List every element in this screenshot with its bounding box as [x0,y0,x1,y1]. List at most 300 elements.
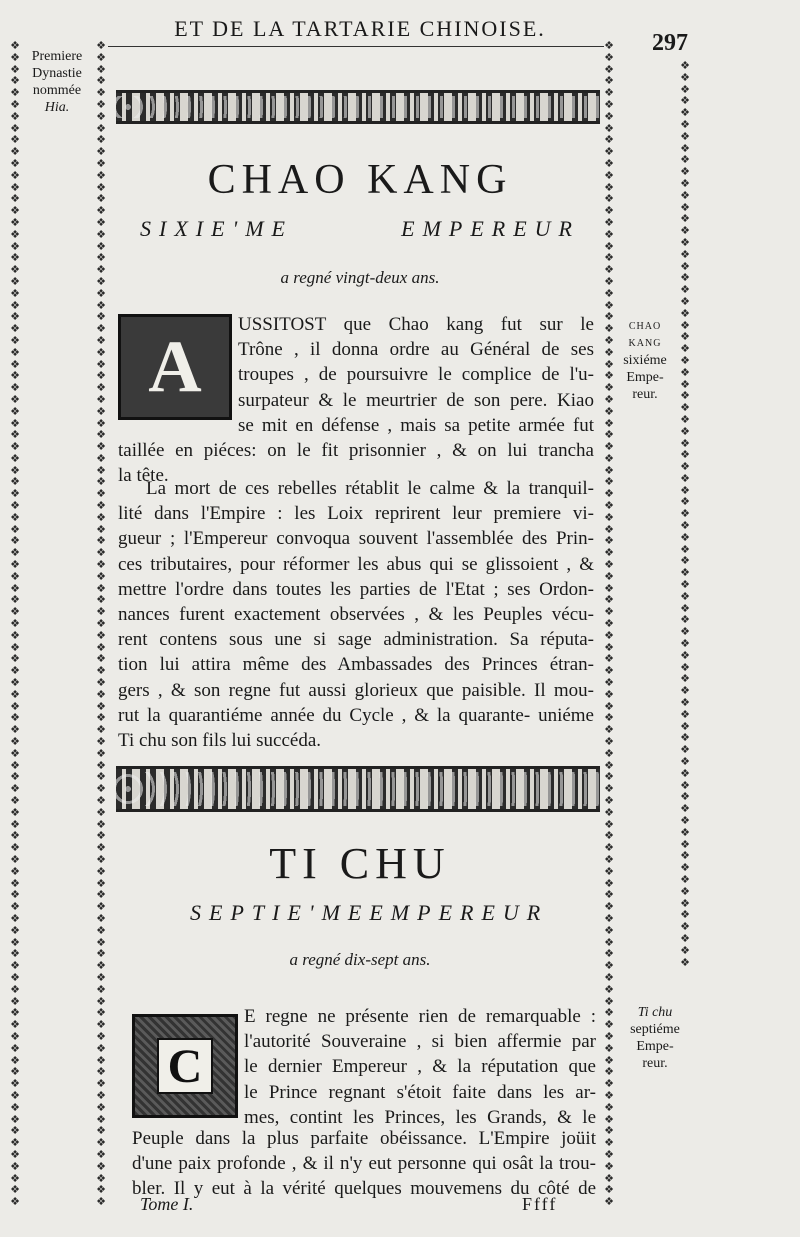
ornament-glyph: ❖ [604,711,614,725]
ornament-glyph: ❖ [96,735,106,749]
ornament-glyph: ❖ [96,558,106,572]
text-line: se mit en défense , mais sa petite armée fut [238,414,594,436]
ornament-glyph: ❖ [10,1077,20,1091]
text-line: le dernier Empereur , & la réputation que [244,1056,596,1078]
ornament-glyph: ❖ [10,911,20,925]
ornament-glyph: ❖ [96,1088,106,1102]
ornament-glyph: ❖ [10,180,20,194]
section2-paragraph-top [244,1004,596,1130]
ornament-glyph: ❖ [680,401,690,415]
section1-subtitle [110,216,610,242]
ornament-glyph: ❖ [10,652,20,666]
ornament-glyph: ❖ [680,554,690,568]
text-line: gueur ; l'Empereur convoqua souvent l'assemblée des Prin- [118,528,594,550]
ornament-glyph: ❖ [96,652,106,666]
ornament-glyph: ❖ [680,613,690,627]
ornament-glyph: ❖ [680,507,690,521]
ornament-glyph: ❖ [604,617,614,631]
ornament-glyph: ❖ [96,475,106,489]
ornament-glyph: ❖ [604,1029,614,1043]
ornament-glyph: ❖ [10,404,20,418]
ornament-glyph: ❖ [96,404,106,418]
ornament-glyph: ❖ [604,40,614,52]
ornament-glyph: ❖ [10,735,20,749]
ornament-glyph: ❖ [680,825,690,839]
ornament-glyph: ❖ [96,687,106,701]
ornament-glyph: ❖ [96,959,106,973]
ornament-glyph: ❖ [604,97,614,111]
ornament-glyph: ❖ [10,546,20,560]
ornament-glyph: ❖ [604,569,614,583]
text-line: Peuple dans la plus parfaite obéissance. L'Empire joüit [132,1128,596,1149]
ornament-glyph: ❖ [96,699,106,713]
ornament-glyph: ❖ [96,746,106,760]
ornament-glyph: ❖ [604,239,614,253]
ornament-glyph: ❖ [10,900,20,914]
right-outer-ornament-border [678,60,692,980]
ornament-glyph: ❖ [96,109,106,123]
ornament-glyph: ❖ [10,156,20,170]
ornament-glyph: ❖ [680,294,690,308]
ornament-glyph: ❖ [604,841,614,855]
ornament-glyph: ❖ [604,109,614,123]
ornament-glyph: ❖ [10,204,20,218]
ornament-glyph: ❖ [10,569,20,583]
ornament-glyph: ❖ [96,40,106,52]
ornament-glyph: ❖ [604,1018,614,1032]
ornament-glyph: ❖ [680,318,690,332]
ornament-glyph: ❖ [604,50,614,64]
ornament-glyph: ❖ [604,994,614,1008]
ornament-glyph: ❖ [10,876,20,890]
signature-mark: Ffff [522,1194,558,1214]
ornament-glyph: ❖ [680,766,690,780]
ornament-glyph: ❖ [604,499,614,513]
ornament-glyph: ❖ [604,1159,614,1173]
margin-note-line: septiéme [630,1022,680,1037]
header-rule [108,46,604,47]
ornament-glyph: ❖ [604,699,614,713]
ornament-glyph: ❖ [96,829,106,843]
ornament-glyph: ❖ [604,900,614,914]
subtitle-word: SEPTIE'ME [190,900,370,925]
ornament-glyph: ❖ [96,416,106,430]
ornament-glyph: ❖ [10,263,20,277]
ornament-glyph: ❖ [96,487,106,501]
ornament-glyph: ❖ [604,1100,614,1114]
ornament-glyph: ❖ [96,911,106,925]
ornament-glyph: ❖ [10,1006,20,1020]
ornament-glyph: ❖ [604,782,614,796]
ornament-glyph: ❖ [96,605,106,619]
ornament-glyph: ❖ [96,852,106,866]
ornament-glyph: ❖ [96,1195,106,1209]
ornament-glyph: ❖ [680,212,690,226]
ornament-glyph: ❖ [10,758,20,772]
ornament-glyph: ❖ [10,510,20,524]
ornament-glyph: ❖ [10,864,20,878]
ornament-glyph: ❖ [680,530,690,544]
ornament-glyph: ❖ [680,861,690,875]
ornament-glyph: ❖ [604,86,614,100]
ornament-glyph: ❖ [604,310,614,324]
ornament-glyph: ❖ [96,1147,106,1161]
ornament-glyph: ❖ [10,829,20,843]
ornament-glyph: ❖ [10,723,20,737]
ornament-glyph: ❖ [10,451,20,465]
ornament-glyph: ❖ [96,192,106,206]
ornament-glyph: ❖ [604,428,614,442]
text-line: Trône , il donna ordre au Général de ses [238,339,594,361]
ornament-glyph: ❖ [10,286,20,300]
ornament-glyph: ❖ [680,377,690,391]
ornament-glyph: ❖ [604,1136,614,1150]
text-line: E regne ne présente rien de remarquable : [244,1006,596,1027]
ornament-glyph: ❖ [604,522,614,536]
ornament-glyph: ❖ [604,227,614,241]
margin-note-line: Empe- [626,370,664,385]
ornament-glyph: ❖ [680,625,690,639]
ornament-glyph: ❖ [10,463,20,477]
ornament-glyph: ❖ [604,876,614,890]
ornament-glyph: ❖ [10,628,20,642]
ornament-glyph: ❖ [604,392,614,406]
ornament-glyph: ❖ [680,542,690,556]
section2-reign: a regné dix-sept ans. [289,950,431,969]
ornament-glyph: ❖ [96,876,106,890]
ornament-glyph: ❖ [96,1029,106,1043]
ornament-glyph: ❖ [10,392,20,406]
ornament-glyph: ❖ [10,440,20,454]
ornament-glyph: ❖ [680,943,690,957]
ornament-glyph: ❖ [10,970,20,984]
running-title: ET DE LA TARTARIE CHINOISE. [174,16,546,41]
ornament-glyph: ❖ [680,684,690,698]
ornament-glyph: ❖ [96,923,106,937]
ornament-glyph: ❖ [96,1006,106,1020]
text-line: tion lui attira même des Ambassades des Princes étran- [118,654,594,676]
section2-margin-note [620,1004,690,1072]
ornament-glyph: ❖ [604,864,614,878]
ornament-glyph: ❖ [604,640,614,654]
ornament-glyph: ❖ [96,274,106,288]
ornament-glyph: ❖ [96,581,106,595]
ornament-glyph: ❖ [680,778,690,792]
ornament-glyph: ❖ [604,852,614,866]
dropcap-a: A [118,314,232,420]
text-line: surpateur & le meurtrier de son pere. Kiao [238,389,594,411]
ornament-glyph: ❖ [10,923,20,937]
ornament-glyph: ❖ [96,758,106,772]
ornament-glyph: ❖ [10,676,20,690]
ornament-glyph: ❖ [10,664,20,678]
ornament-glyph: ❖ [680,896,690,910]
volume-label: Tome I. [140,1194,194,1214]
ornament-glyph: ❖ [10,1088,20,1102]
ornament-glyph: ❖ [680,731,690,745]
left-inner-ornament-border [94,40,108,1215]
ornament-glyph: ❖ [10,841,20,855]
ornament-glyph: ❖ [96,1077,106,1091]
ornament-glyph: ❖ [96,333,106,347]
ornament-glyph: ❖ [96,1018,106,1032]
ornament-glyph: ❖ [10,1065,20,1079]
ornament-glyph: ❖ [604,593,614,607]
ornament-glyph: ❖ [604,1053,614,1067]
ornament-glyph: ❖ [680,153,690,167]
ornament-glyph: ❖ [10,852,20,866]
ornament-glyph: ❖ [96,1112,106,1126]
ornament-glyph: ❖ [680,743,690,757]
ornament-glyph: ❖ [10,534,20,548]
ornament-glyph: ❖ [10,109,20,123]
ornament-glyph: ❖ [604,298,614,312]
ornament-glyph: ❖ [604,345,614,359]
ornament-glyph: ❖ [680,719,690,733]
ornament-glyph: ❖ [680,660,690,674]
page-number: 297 [652,30,688,56]
ornament-glyph: ❖ [680,908,690,922]
ornament-glyph: ❖ [96,510,106,524]
section2-subtitle [110,900,610,926]
ornament-glyph: ❖ [604,121,614,135]
ornament-glyph: ❖ [10,687,20,701]
ornament-glyph: ❖ [680,755,690,769]
ornament-glyph: ❖ [680,283,690,297]
ornament-glyph: ❖ [10,982,20,996]
ornament-glyph: ❖ [96,1100,106,1114]
ornament-glyph: ❖ [10,475,20,489]
ornament-glyph: ❖ [680,790,690,804]
ornament-glyph: ❖ [10,416,20,430]
ornament-glyph: ❖ [604,322,614,336]
ornament-glyph: ❖ [10,369,20,383]
ornament-glyph: ❖ [680,165,690,179]
ornament-glyph: ❖ [96,451,106,465]
text-line: Ti chu son fils lui succéda. [118,730,322,752]
ornament-glyph: ❖ [604,888,614,902]
ornament-glyph: ❖ [604,1065,614,1079]
ornament-glyph: ❖ [10,935,20,949]
ornament-glyph: ❖ [680,471,690,485]
ornament-glyph: ❖ [10,192,20,206]
margin-note-line: nommée [32,83,82,98]
ornament-glyph: ❖ [10,581,20,595]
ornament-glyph: ❖ [604,947,614,961]
ornament-glyph: ❖ [10,959,20,973]
ornament-glyph: ❖ [604,333,614,347]
ornament-glyph: ❖ [604,959,614,973]
ornament-glyph: ❖ [10,40,20,52]
ornament-glyph: ❖ [680,637,690,651]
ornament-glyph: ❖ [604,664,614,678]
ornament-glyph: ❖ [604,723,614,737]
ornament-glyph: ❖ [96,133,106,147]
ornament-glyph: ❖ [96,369,106,383]
text-line: rut la quarantiéme année du Cycle , & la quarante- uniéme [118,704,594,726]
section2-paragraph-bottom [132,1126,596,1202]
ornament-glyph: ❖ [96,617,106,631]
ornament-glyph: ❖ [10,428,20,442]
ornament-glyph: ❖ [10,770,20,784]
ornament-glyph: ❖ [10,1159,20,1173]
section1-paragraph1-top [238,312,594,438]
ornament-glyph: ❖ [10,605,20,619]
ornament-glyph: ❖ [604,770,614,784]
ornament-glyph: ❖ [680,696,690,710]
ornament-glyph: ❖ [10,888,20,902]
ornament-glyph: ❖ [10,522,20,536]
ornament-glyph: ❖ [680,837,690,851]
ornament-glyph: ❖ [96,239,106,253]
ornament-glyph: ❖ [10,640,20,654]
ornament-glyph: ❖ [604,652,614,666]
ornament-glyph: ❖ [680,60,690,72]
ornament-glyph: ❖ [96,888,106,902]
ornament-glyph: ❖ [680,436,690,450]
ornament-glyph: ❖ [604,204,614,218]
ornament-glyph: ❖ [10,1183,20,1197]
ornament-glyph: ❖ [10,947,20,961]
ornament-glyph: ❖ [680,117,690,131]
text-line: taillée en piéces: on le fit prisonnier , & on lui trancha [118,440,594,461]
ornament-glyph: ❖ [604,1041,614,1055]
ornament-glyph: ❖ [96,74,106,88]
ornament-glyph: ❖ [96,121,106,135]
ornament-glyph: ❖ [10,1029,20,1043]
ornament-glyph: ❖ [96,628,106,642]
ornament-glyph: ❖ [680,814,690,827]
ornament-glyph: ❖ [680,955,690,969]
ornament-glyph: ❖ [96,782,106,796]
middle-ornament-band [116,766,600,812]
text-line: mettre l'ordre dans toutes les parties de l'Etat ; ses Ordon- [118,578,594,600]
ornament-glyph: ❖ [604,1183,614,1197]
ornament-glyph: ❖ [680,589,690,603]
ornament-glyph: ❖ [96,86,106,100]
ornament-glyph: ❖ [10,746,20,760]
ornament-glyph: ❖ [604,817,614,831]
ornament-glyph: ❖ [10,333,20,347]
ornament-glyph: ❖ [96,805,106,819]
ornament-glyph: ❖ [680,106,690,120]
margin-note-line: CHAO [628,321,662,332]
ornament-glyph: ❖ [680,519,690,533]
ornament-glyph: ❖ [604,451,614,465]
ornament-glyph: ❖ [604,274,614,288]
ornament-glyph: ❖ [10,274,20,288]
text-line: rent contens sous une si sage administration. Sa réputa- [118,629,594,651]
ornament-glyph: ❖ [604,510,614,524]
text-line: nances furent exactement observées , & les Peuples vécu- [118,604,594,626]
ornament-glyph: ❖ [96,723,106,737]
ornament-glyph: ❖ [604,558,614,572]
ornament-glyph: ❖ [96,1124,106,1138]
text-line: gers , & son regne fut aussi glorieux que paisible. Il mou- [118,679,594,701]
ornament-glyph: ❖ [680,82,690,96]
ornament-glyph: ❖ [10,357,20,371]
margin-note-line: reur. [642,1056,668,1071]
ornament-glyph: ❖ [680,389,690,403]
ornament-glyph: ❖ [680,495,690,509]
ornament-glyph: ❖ [680,483,690,497]
margin-note-line: KANG [628,338,662,349]
ornament-glyph: ❖ [10,817,20,831]
ornament-glyph: ❖ [604,534,614,548]
ornament-glyph: ❖ [10,1124,20,1138]
margin-note-line: Hia. [44,100,70,115]
ornament-glyph: ❖ [680,330,690,344]
text-line: La mort de ces rebelles rétablit le calme & la tranquil- [146,478,594,499]
ornament-glyph: ❖ [96,593,106,607]
ornament-glyph: ❖ [680,342,690,356]
ornament-glyph: ❖ [604,546,614,560]
ornament-glyph: ❖ [96,392,106,406]
text-line: bler. Il y eut à la vérité quelques mouvemens du côté de [132,1178,596,1200]
ornament-glyph: ❖ [680,424,690,438]
ornament-glyph: ❖ [604,1006,614,1020]
ornament-glyph: ❖ [10,227,20,241]
text-line: mes, contint les Princes, les Grands, & le [244,1106,596,1128]
ornament-glyph: ❖ [680,460,690,474]
ornament-glyph: ❖ [10,1147,20,1161]
ornament-glyph: ❖ [96,970,106,984]
ornament-glyph: ❖ [10,62,20,76]
ornament-glyph: ❖ [680,672,690,686]
ornament-glyph: ❖ [10,86,20,100]
ornament-glyph: ❖ [604,369,614,383]
subtitle-word: SIXIE'ME [140,216,293,241]
ornament-glyph: ❖ [604,628,614,642]
ornament-glyph: ❖ [10,74,20,88]
ornament-glyph: ❖ [10,558,20,572]
ornament-glyph: ❖ [96,345,106,359]
ornament-glyph: ❖ [680,884,690,898]
ornament-glyph: ❖ [96,1041,106,1055]
ornament-glyph: ❖ [10,1171,20,1185]
ornament-glyph: ❖ [680,141,690,155]
ornament-glyph: ❖ [10,298,20,312]
ornament-glyph: ❖ [604,215,614,229]
margin-note-line: reur. [632,387,658,402]
ornament-glyph: ❖ [680,176,690,190]
ornament-glyph: ❖ [680,353,690,367]
ornament-glyph: ❖ [680,849,690,863]
left-outer-ornament-border [8,40,22,1215]
ornament-glyph: ❖ [10,711,20,725]
ornament-glyph: ❖ [96,982,106,996]
ornament-glyph: ❖ [604,74,614,88]
ornament-glyph: ❖ [96,440,106,454]
ornament-glyph: ❖ [10,310,20,324]
section1-title: CHAO KANG [207,157,513,203]
ornament-glyph: ❖ [680,365,690,379]
ornament-glyph: ❖ [10,239,20,253]
ornament-glyph: ❖ [96,50,106,64]
ornament-glyph: ❖ [680,188,690,202]
ornament-glyph: ❖ [10,97,20,111]
ornament-glyph: ❖ [604,416,614,430]
ornament-glyph: ❖ [680,235,690,249]
ornament-glyph: ❖ [10,499,20,513]
ornament-glyph: ❖ [680,931,690,945]
subtitle-word: EMPEREUR [369,900,549,925]
ornament-glyph: ❖ [604,263,614,277]
ornament-glyph: ❖ [10,133,20,147]
ornament-glyph: ❖ [604,168,614,182]
text-line: troupes , de poursuivre le complice de l'u- [238,364,594,386]
ornament-glyph: ❖ [604,180,614,194]
